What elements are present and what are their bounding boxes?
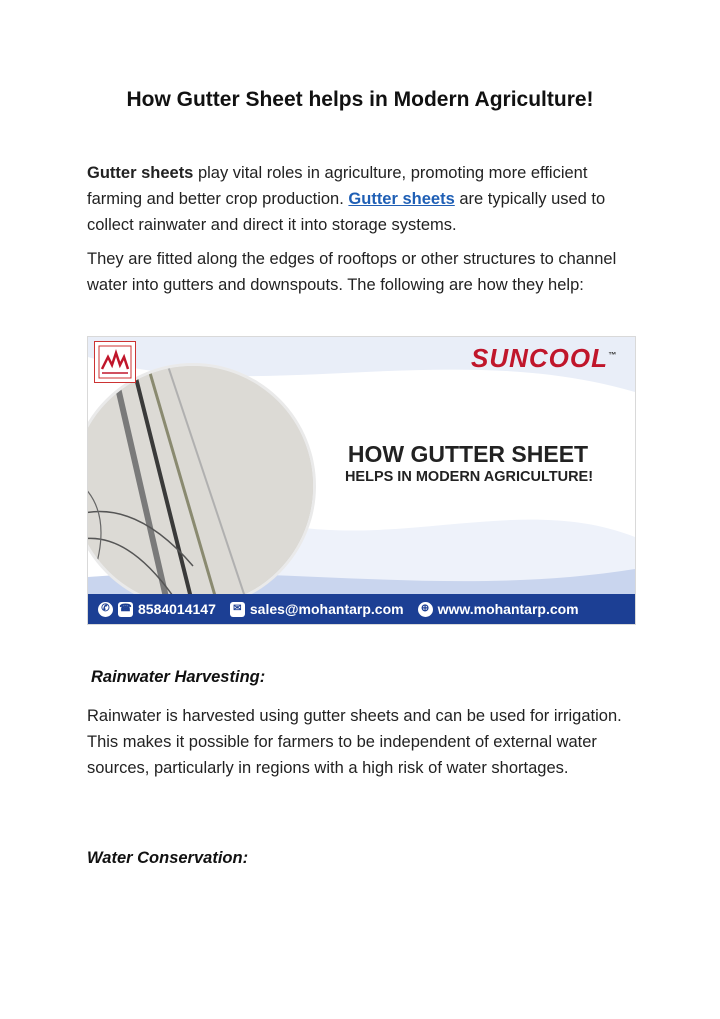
suncool-logo: SUNCOOL™ xyxy=(471,343,617,373)
mohan-logo-icon xyxy=(94,341,136,383)
intro-text-a: play vital roles in agriculture, promoting more efficient farming and better crop production. xyxy=(87,164,588,208)
email-address: sales@mohantarp.com xyxy=(249,601,404,617)
section-heading-water-conservation: Water Conservation: xyxy=(87,849,249,867)
email-contact xyxy=(230,601,404,617)
gutter-sheet-photo-illustration xyxy=(87,366,313,606)
website-contact xyxy=(418,601,579,617)
banner-image xyxy=(87,336,636,625)
website-url: www.mohantarp.com xyxy=(437,601,579,617)
intro-paragraph xyxy=(87,160,647,238)
intro-text-b: are typically used to collect rainwater and direct it into storage systems. xyxy=(87,190,606,234)
phone-contact xyxy=(98,601,216,617)
page-title: How Gutter Sheet helps in Modern Agriculture! xyxy=(126,88,594,111)
section-body-rainwater: Rainwater is harvested using gutter sheets and can be used for irrigation. This makes it possible for farmers to be independent of external water sources, particularly in regions with a high risk of water shortages. xyxy=(87,707,622,777)
gutter-sheets-link[interactable]: Gutter sheets xyxy=(348,190,455,208)
phone-icon: ☎ xyxy=(118,602,133,617)
contact-bar xyxy=(88,594,635,624)
whatsapp-icon: ✆ xyxy=(98,602,113,617)
section-heading-rainwater: Rainwater Harvesting: xyxy=(91,668,266,686)
globe-icon: ⊕ xyxy=(418,602,433,617)
banner-subline: HELPS IN MODERN AGRICULTURE! xyxy=(344,469,594,485)
phone-number: 8584014147 xyxy=(138,601,216,617)
email-icon: ✉ xyxy=(230,602,245,617)
intro-bold-lead: Gutter sheets xyxy=(87,164,194,182)
fitting-paragraph: They are fitted along the edges of rooftops or other structures to channel water into gutters and downspouts. The following are how they help: xyxy=(87,250,617,294)
banner-headline: HOW GUTTER SHEET xyxy=(347,441,589,467)
